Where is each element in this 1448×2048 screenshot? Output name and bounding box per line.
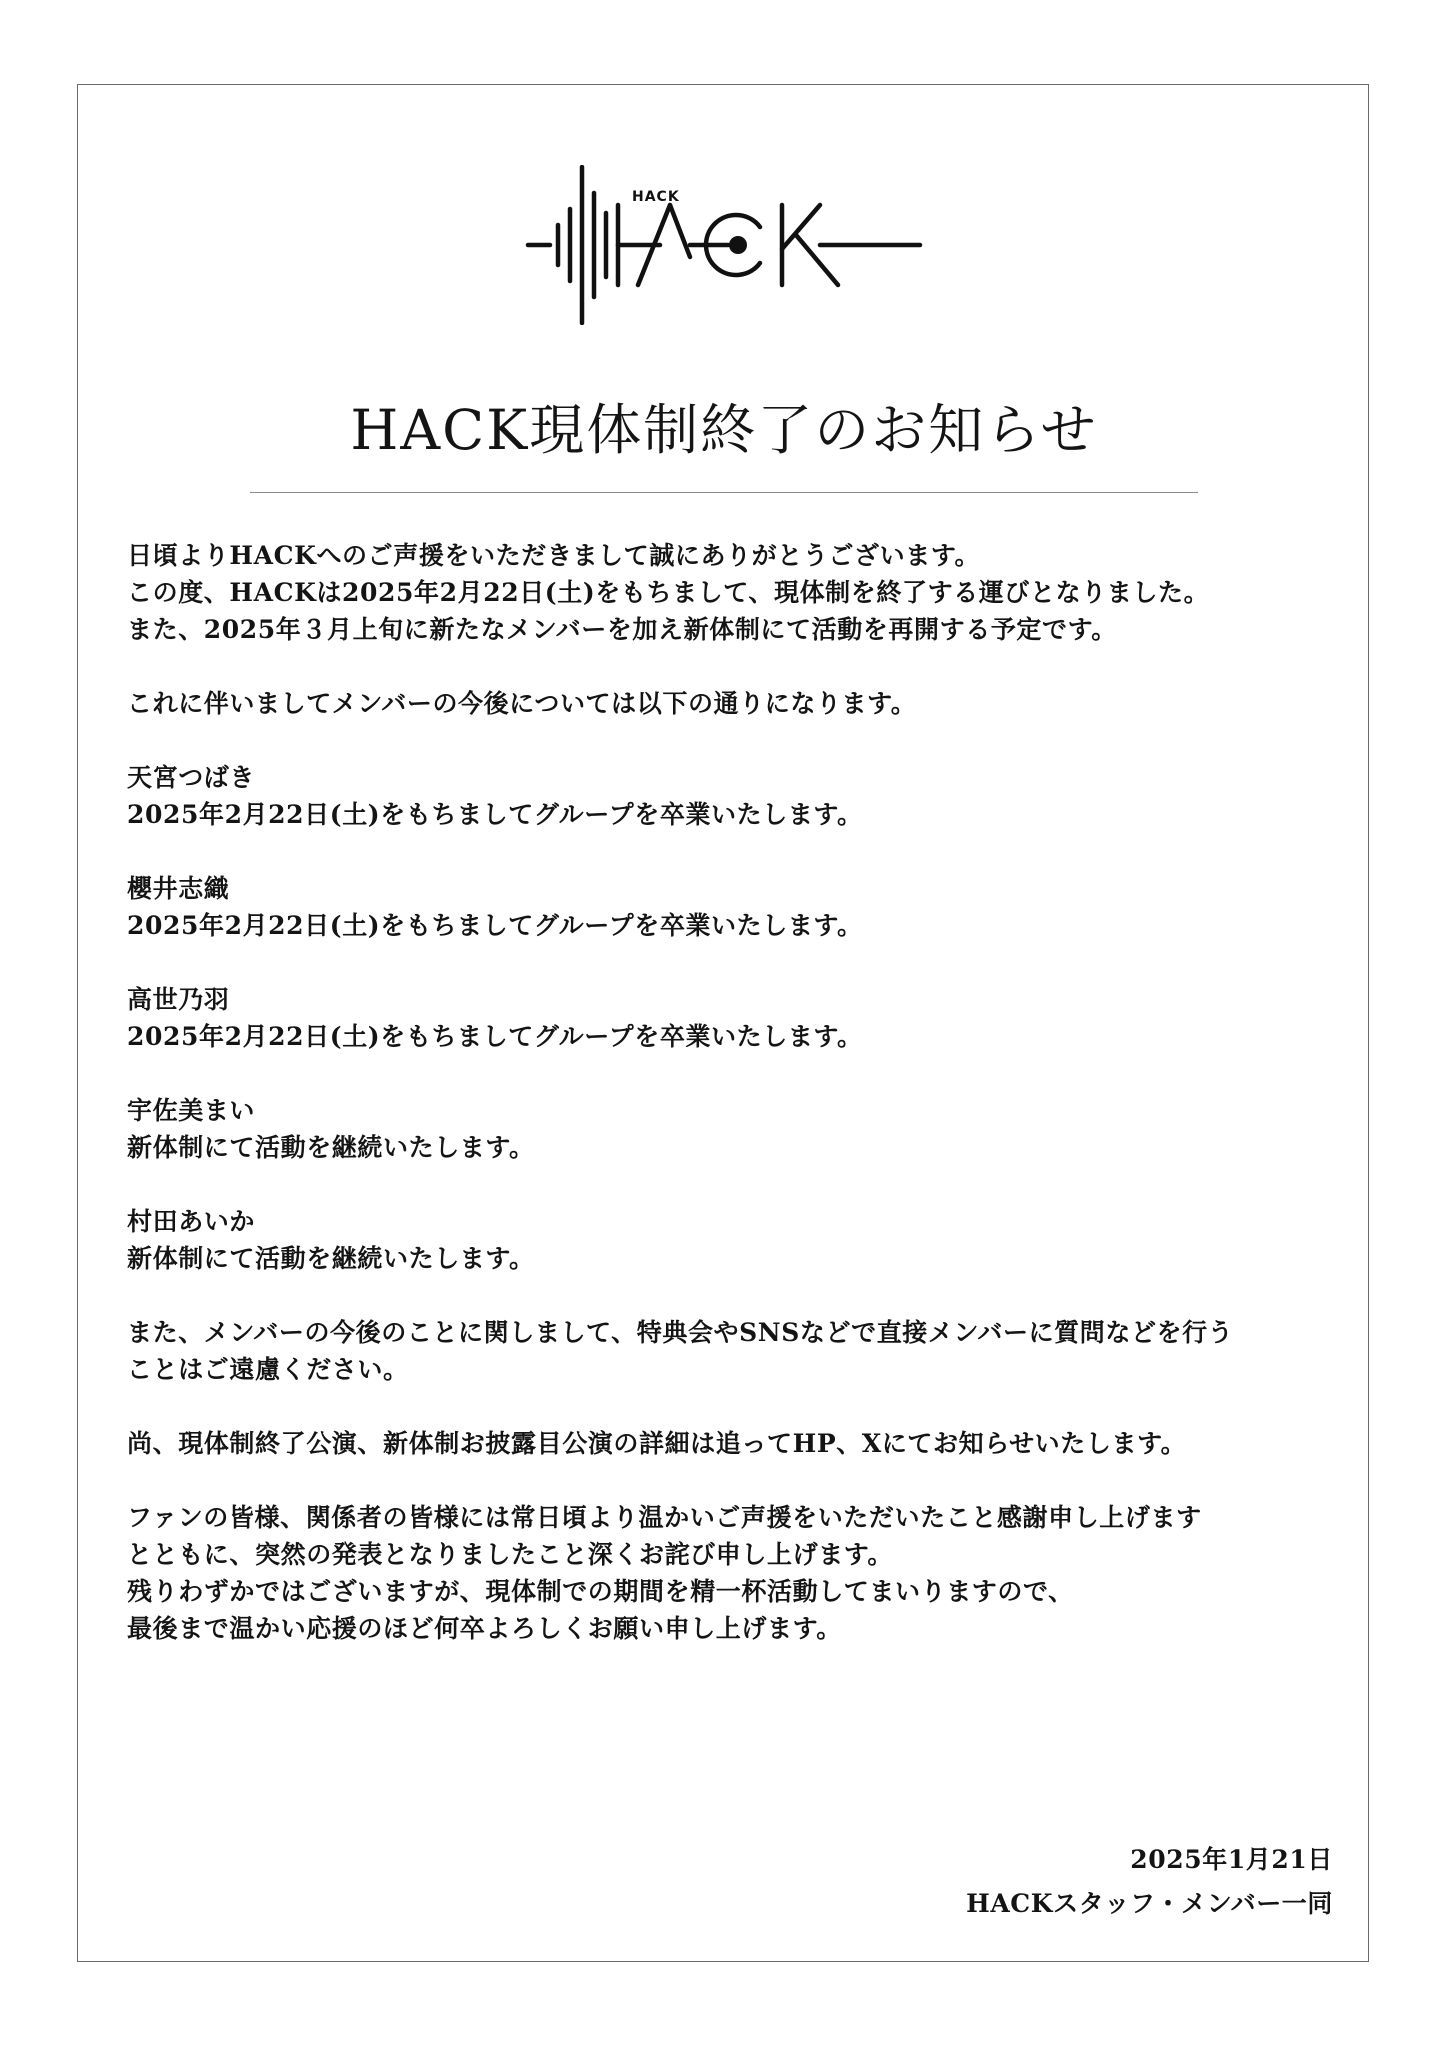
member-status: 新体制にて活動を継続いたします。: [127, 1244, 535, 1273]
intro-paragraph: [127, 537, 1327, 648]
closing-paragraph: [127, 1499, 1327, 1647]
member-name: 高世乃羽: [127, 985, 230, 1014]
member-status: 2025年2月22日(土)をもちましてグループを卒業いたします。: [127, 1022, 863, 1051]
member-status: 2025年2月22日(土)をもちましてグループを卒業いたします。: [127, 911, 863, 940]
member-entry: [127, 759, 1327, 833]
performance-notice-paragraph: [127, 1425, 1327, 1462]
text-line: この度、HACKは2025年2月22日(土)をもちまして、現体制を終了する運びとなりました。: [127, 578, 1210, 607]
text-line: ことはご遠慮ください。: [127, 1355, 409, 1384]
member-status: 2025年2月22日(土)をもちましてグループを卒業いたします。: [127, 800, 863, 829]
member-name: 天宮つばき: [127, 763, 256, 792]
text-line: 残りわずかではございますが、現体制での期間を精一杯活動してまいりますので、: [127, 1577, 1074, 1606]
member-entry: [127, 1092, 1327, 1166]
text-line: とともに、突然の発表となりましたこと深くお詫び申し上げます。: [127, 1540, 894, 1569]
announcement-body: [127, 537, 1327, 1647]
text-line: また、2025年３月上旬に新たなメンバーを加え新体制にて活動を再開する予定です。: [127, 615, 1117, 644]
member-name: 宇佐美まい: [127, 1096, 256, 1125]
request-paragraph: [127, 1314, 1327, 1388]
member-entry: [127, 870, 1327, 944]
text-line: また、メンバーの今後のことに関しまして、特典会やSNSなどで直接メンバーに質問などを行う: [127, 1318, 1234, 1347]
logo-small-text: HACK: [632, 189, 680, 205]
logo-dot-icon: [729, 236, 747, 254]
member-name: 櫻井志織: [127, 874, 230, 903]
title-divider: [250, 492, 1198, 493]
hack-logo: [520, 165, 930, 325]
member-status: 新体制にて活動を継続いたします。: [127, 1133, 535, 1162]
member-name: 村田あいか: [127, 1207, 256, 1236]
member-entry: [127, 1203, 1327, 1277]
signature-from: HACKスタッフ・メンバー一同: [966, 1889, 1333, 1918]
text-line: 尚、現体制終了公演、新体制お披露目公演の詳細は追ってHP、Xにてお知らせいたします。: [127, 1429, 1187, 1458]
members-intro-paragraph: [127, 685, 1327, 722]
text-line: これに伴いましてメンバーの今後については以下の通りになります。: [127, 689, 917, 718]
member-entry: [127, 981, 1327, 1055]
signature-block: [966, 1838, 1333, 1926]
text-line: ファンの皆様、関係者の皆様には常日頃より温かいご声援をいただいたこと感謝申し上げます: [127, 1503, 1202, 1532]
page-title: HACK現体制終了のお知らせ: [350, 398, 1098, 462]
text-line: 最後まで温かい応援のほど何卒よろしくお願い申し上げます。: [127, 1614, 842, 1643]
text-line: 日頃よりHACKへのご声援をいただきまして誠にありがとうございます。: [127, 541, 981, 570]
signature-date: 2025年1月21日: [1130, 1845, 1333, 1874]
